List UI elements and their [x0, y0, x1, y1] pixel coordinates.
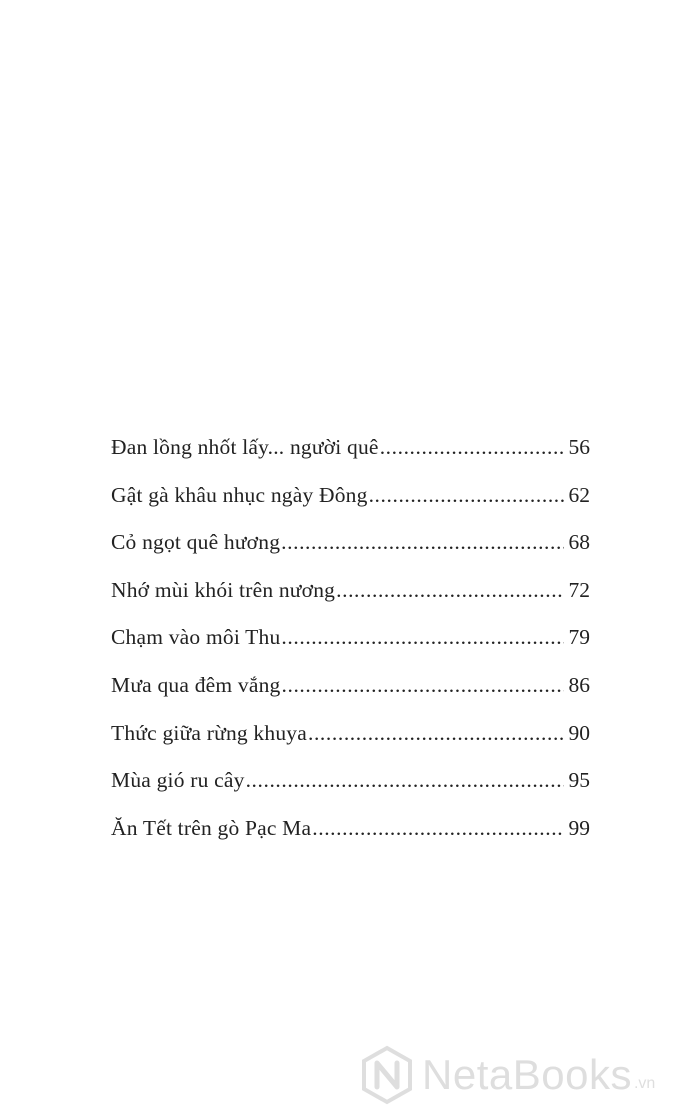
dot-leader	[281, 627, 564, 649]
watermark-brand: NetaBooks	[422, 1051, 632, 1098]
toc-entry-title: Nhớ mùi khói trên nương	[111, 577, 336, 602]
toc-entry-title: Cỏ ngọt quê hương	[111, 530, 281, 555]
dot-leader	[336, 580, 564, 602]
watermark	[360, 1045, 690, 1105]
dot-leader	[282, 675, 565, 697]
dot-leader	[281, 532, 564, 554]
toc-entry[interactable]	[111, 672, 590, 723]
toc-entry-page: 95	[568, 768, 590, 793]
dot-leader	[246, 770, 564, 792]
toc-entry-title: Chạm vào môi Thu	[111, 625, 281, 650]
toc-entry[interactable]	[111, 627, 590, 675]
toc-entry[interactable]	[111, 577, 590, 628]
toc-entry-page: 56	[568, 435, 590, 459]
toc-entry-title: Mưa qua đêm vắng	[111, 672, 281, 697]
watermark-tld: .vn	[633, 1075, 656, 1092]
toc-entry-title: Ăn Tết trên gò Pạc Ma	[111, 815, 312, 840]
toc-entry-page: 86	[568, 672, 590, 697]
netabooks-logo-icon	[360, 1045, 414, 1105]
dot-leader	[312, 818, 564, 840]
toc-entry-title: Thức giữa rừng khuya	[111, 720, 307, 745]
toc-entry-page: 62	[568, 482, 590, 507]
toc-entry-page: 99	[568, 815, 590, 840]
dot-leader	[308, 723, 564, 745]
dot-leader	[380, 437, 564, 459]
toc-entry-title: Mùa gió ru cây	[111, 768, 245, 793]
toc-entry[interactable]	[111, 482, 590, 533]
table-of-contents	[111, 437, 590, 865]
toc-entry-page: 90	[568, 720, 590, 745]
toc-entry[interactable]	[111, 437, 590, 485]
toc-entry-title: Đan lồng nhốt lấy... người quê	[111, 435, 379, 459]
toc-entry-page: 68	[568, 530, 590, 555]
toc-entry-title: Gật gà khâu nhục ngày Đông	[111, 482, 368, 507]
toc-entry[interactable]	[111, 532, 590, 580]
toc-entry-page: 72	[568, 577, 590, 602]
toc-entry[interactable]	[111, 720, 590, 771]
dot-leader	[369, 485, 564, 507]
toc-entry[interactable]	[111, 815, 590, 866]
toc-entry-page: 79	[568, 625, 590, 650]
toc-entry[interactable]	[111, 770, 590, 818]
